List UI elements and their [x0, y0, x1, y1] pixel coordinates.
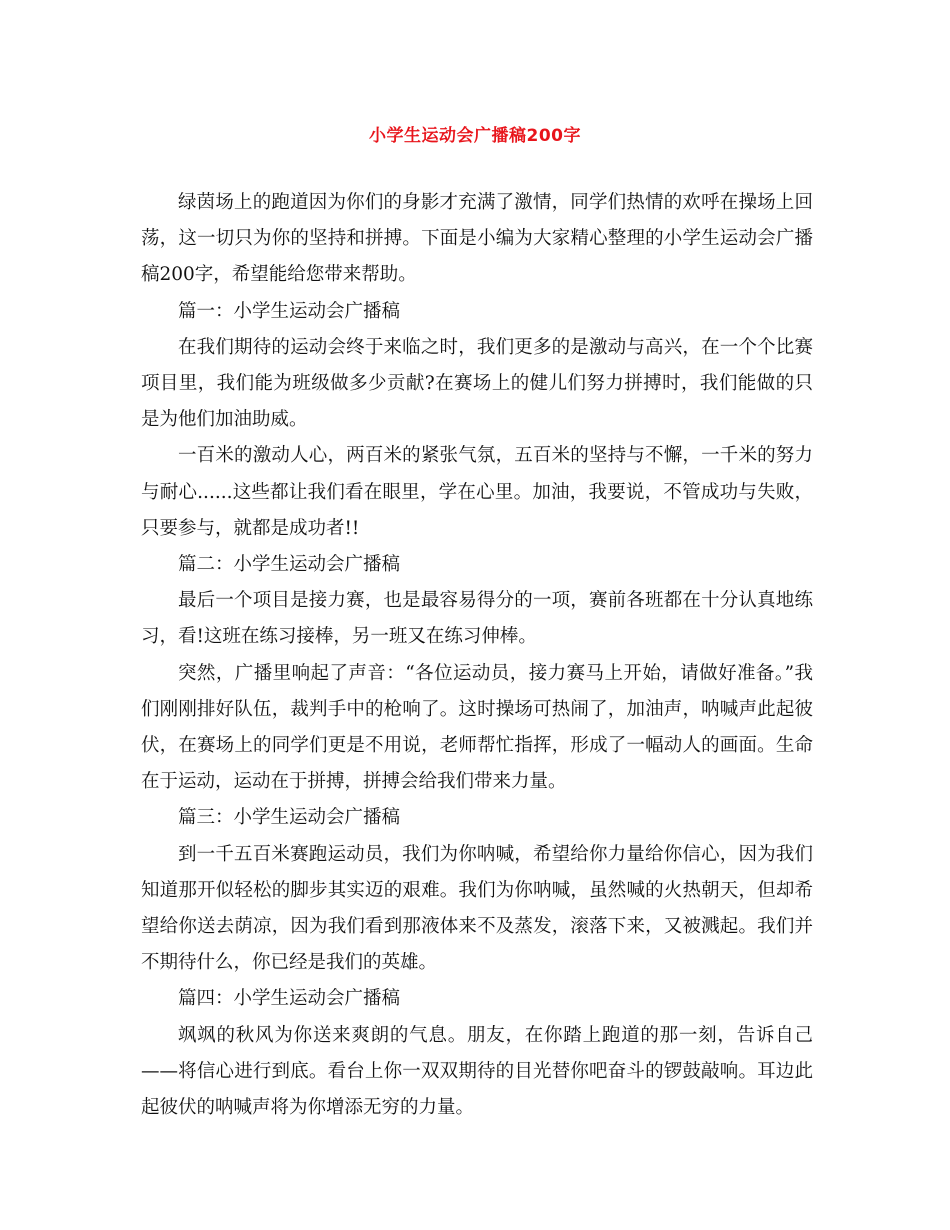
section-2-paragraph-1: 最后一个项目是接力赛，也是最容易得分的一项，赛前各班都在十分认真地练习，看!这班在练习接棒，另一班又在练习伸棒。: [141, 590, 813, 648]
section-heading-4: 篇四：小学生运动会广播稿: [178, 988, 401, 1010]
section-heading-3: 篇三：小学生运动会广播稿: [178, 807, 401, 829]
document-body: [141, 185, 813, 1126]
section-1-paragraph-2: 一百米的激动人心，两百米的紧张气氛，五百米的坚持与不懈，一千米的努力与耐心......这些都让我们看在眼里，学在心里。加油，我要说，不管成功与失败，只要参与，就都是成功者!!: [141, 445, 813, 539]
section-1-paragraph-1: 在我们期待的运动会终于来临之时，我们更多的是激动与高兴，在一个个比赛项目里，我们能为班级做多少贡献?在赛场上的健儿们努力拼搏时，我们能做的只是为他们加油助威。: [141, 336, 813, 431]
section-2-paragraph-2: 突然，广播里响起了声音：“各位运动员，接力赛马上开始，请做好准备。”我们刚刚排好队伍，裁判手中的枪响了。这时操场可热闹了，加油声，呐喊声此起彼伏，在赛场上的同学们更是不用说，老师帮忙指挥，形成了一幅动人的画面。生命在于运动，运动在于拼搏，拼搏会给我们带来力量。: [141, 662, 813, 793]
intro-paragraph: 绿茵场上的跑道因为你们的身影才充满了激情，同学们热情的欢呼在操场上回荡，这一切只为你的坚持和拼搏。下面是小编为大家精心整理的小学生运动会广播稿200字，希望能给您带来帮助。: [141, 192, 813, 286]
section-3-paragraph-1: 到一千五百米赛跑运动员，我们为你呐喊，希望给你力量给你信心，因为我们知道那开似轻松的脚步其实迈的艰难。我们为你呐喊，虽然喊的火热朝天，但却希望给你送去荫凉，因为我们看到那液体来不及蒸发，滚落下来，又被溅起。我们并不期待什么，你已经是我们的英雄。: [141, 843, 813, 974]
section-heading-2: 篇二：小学生运动会广播稿: [178, 554, 401, 576]
document-title: 小学生运动会广播稿200字: [369, 126, 581, 146]
section-heading-1: 篇一：小学生运动会广播稿: [178, 300, 401, 322]
section-4-paragraph-1: 飒飒的秋风为你送来爽朗的气息。朋友，在你踏上跑道的那一刻，告诉自己——将信心进行到底。看台上你一双双期待的目光替你吧奋斗的锣鼓敲响。耳边此起彼伏的呐喊声将为你增添无穷的力量。: [141, 1024, 813, 1119]
